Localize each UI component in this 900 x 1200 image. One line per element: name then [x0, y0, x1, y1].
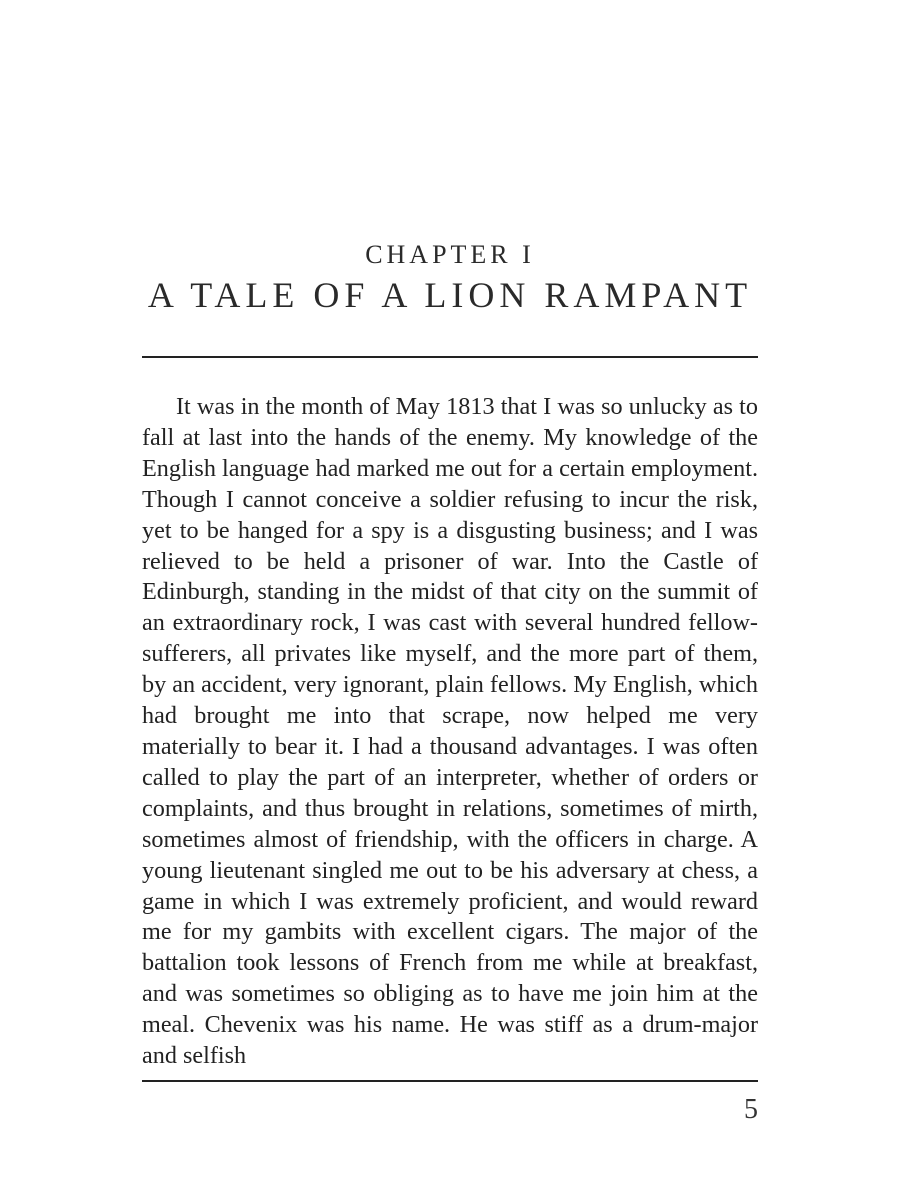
chapter-title: A TALE OF A LION RAMPANT: [147, 275, 753, 315]
top-divider: [142, 356, 758, 358]
page-number: 5: [744, 1094, 758, 1125]
chapter-number: CHAPTER I: [365, 240, 535, 269]
body-paragraph: It was in the month of May 1813 that I was so unlucky as to fall at last into the hands of the enemy. My knowledge of the English language had marked me out for a certain employment. Though I cannot conceive a soldier refusing to incur the risk, yet to be hanged for a spy is a disgusting business; and I was relieved to be held a prisoner of war. Into the Castle of Edinburgh, standing in the midst of that city on the summit of an extraordinary rock, I was cast with several hundred fellow-sufferers, all privates like myself, and the more part of them, by an accident, very ignorant, plain fellows. My English, which had brought me into that scrape, now helped me very materially to bear it. I had a thousand advantages. I was often called to play the part of an interpreter, whether of orders or complaints, and thus brought in relations, sometimes of mirth, sometimes almost of friendship, with the officers in charge. A young lieutenant singled me out to be his adversary at chess, a game in which I was extremely proficient, and would reward me for my gambits with excellent cigars. The major of the battalion took lessons of French from me while at breakfast, and was sometimes so obliging as to have me join him at the meal. Chevenix was his name. He was stiff as a drum-major and selfish: [142, 393, 758, 1070]
bottom-divider: [142, 1080, 758, 1082]
